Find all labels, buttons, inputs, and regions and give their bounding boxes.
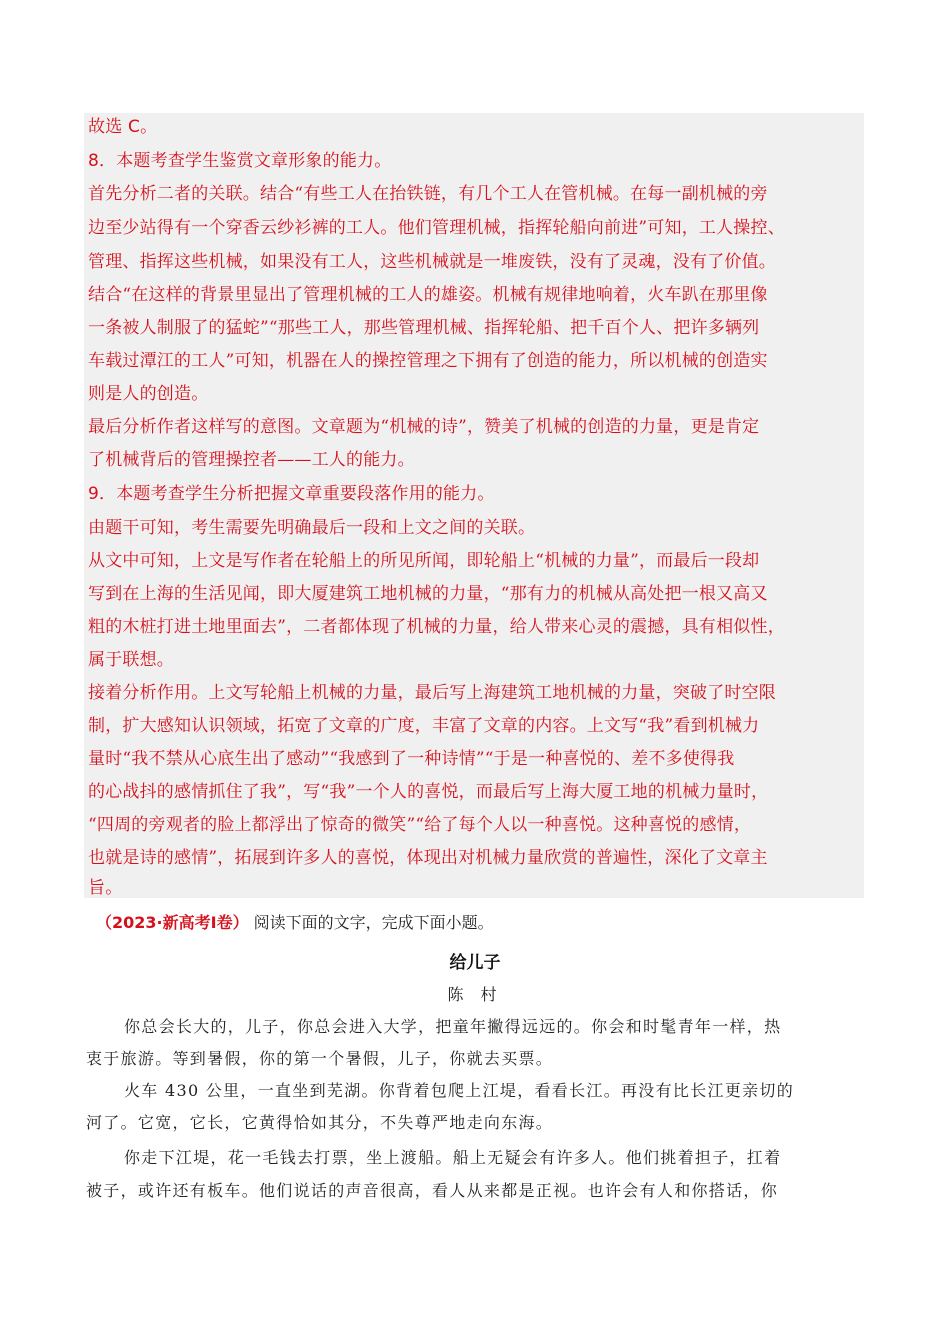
answer-line: 量时“我不禁从心底生出了感动”“我感到了一种诗情”“于是一种喜悦的、差不多使得我 bbox=[88, 749, 735, 769]
passage-line: 你总会长大的，儿子，你总会进入大学，把童年撇得远远的。你会和时髦青年一样，热 bbox=[124, 1017, 782, 1036]
answer-line: 接着分析作用。上文写轮船上机械的力量，最后写上海建筑工地机械的力量，突破了时空限 bbox=[88, 683, 776, 703]
answer-line: 的心战抖的感情抓住了我”，写“我”一个人的喜悦，而最后写上海大厦工地的机械力量时， bbox=[88, 782, 769, 802]
answer-line: 结合“在这样的背景里显出了管理机械的工人的雄姿。机械有规律地响着，火车趴在那里像 bbox=[88, 285, 768, 305]
answer-line: 首先分析二者的关联。结合“有些工人在抬铁链，有几个工人在管机械。在每一副机械的旁 bbox=[88, 184, 768, 204]
answer-line: 也就是诗的感情”，拓展到许多人的喜悦，体现出对机械力量欣赏的普遍性，深化了文章主 bbox=[88, 848, 768, 868]
answer-line: 一条被人制服了的猛蛇”“那些工人，那些管理机械、指挥轮船、把千百个人、把许多辆列 bbox=[88, 318, 760, 338]
answer-line: “四周的旁观者的脸上都浮出了惊奇的微笑”“给了每个人以一种喜悦。这种喜悦的感情， bbox=[88, 815, 752, 835]
passage-line: 衷于旅游。等到暑假，你的第一个暑假，儿子，你就去买票。 bbox=[86, 1049, 554, 1068]
answer-line: 粗的木桩打进土地里面去”，二者都体现了机械的力量，给人带来心灵的震撼，具有相似性， bbox=[88, 617, 785, 637]
answer-line: 管理、指挥这些机械，如果没有工人，这些机械就是一堆废铁，没有了灵魂，没有了价值。 bbox=[88, 252, 776, 272]
answer-line: 属于联想。 bbox=[88, 650, 174, 670]
exam-instruction: 阅读下面的文字，完成下面小题。 bbox=[253, 913, 494, 932]
answer-line: 从文中可知，上文是写作者在轮船上的所见所闻，即轮船上“机械的力量”，而最后一段却 bbox=[88, 551, 760, 571]
answer-line: 旨。 bbox=[88, 878, 123, 898]
passage-author: 陈 村 bbox=[447, 985, 503, 1004]
answer-line: 写到在上海的生活见闻，即大厦建筑工地机械的力量，“那有力的机械从高处把一根又高又 bbox=[88, 584, 768, 604]
answer-line: 制，扩大感知认识领域，拓宽了文章的广度，丰富了文章的内容。上文写“我”看到机械力 bbox=[88, 716, 760, 736]
question-8-heading: 8．本题考查学生鉴赏文章形象的能力。 bbox=[88, 151, 392, 171]
passage-line: 你走下江堤，花一毛钱去打票，坐上渡船。船上无疑会有许多人。他们挑着担子，扛着 bbox=[124, 1148, 782, 1167]
answer-line: 最后分析作者这样写的意图。文章题为“机械的诗”，赞美了机械的创造的力量，更是肯定 bbox=[88, 417, 760, 437]
passage-title: 给儿子 bbox=[449, 953, 501, 973]
question-9-heading: 9．本题考查学生分析把握文章重要段落作用的能力。 bbox=[88, 484, 495, 504]
answer-line: 了机械背后的管理操控者——工人的能力。 bbox=[88, 450, 415, 470]
passage-line: 被子，或许还有板车。他们说话的声音很高，看人从来都是正视。也许会有人和你搭话，你 bbox=[86, 1181, 779, 1200]
answer-line: 由题干可知，考生需要先明确最后一段和上文之间的关联。 bbox=[88, 518, 536, 538]
answer-line: 边至少站得有一个穿香云纱衫裤的工人。他们管理机械，指挥轮船向前进”可知，工人操控、 bbox=[88, 218, 785, 238]
exam-source-line bbox=[96, 913, 494, 933]
passage-line: 火车 430 公里，一直坐到芜湖。你背着包爬上江堤，看看长江。再没有比长江更亲切的 bbox=[124, 1081, 795, 1100]
answer-line: 则是人的创造。 bbox=[88, 384, 209, 404]
answer-line: 车载过潭江的工人”可知，机器在人的操控管理之下拥有了创造的能力，所以机械的创造实 bbox=[88, 351, 768, 371]
exam-source-tag: （2023·新高考Ⅰ卷） bbox=[96, 913, 249, 932]
answer-line: 故选 C。 bbox=[88, 117, 158, 137]
passage-line: 河了。它宽，它长，它黄得恰如其分，不失尊严地走向东海。 bbox=[86, 1113, 554, 1132]
